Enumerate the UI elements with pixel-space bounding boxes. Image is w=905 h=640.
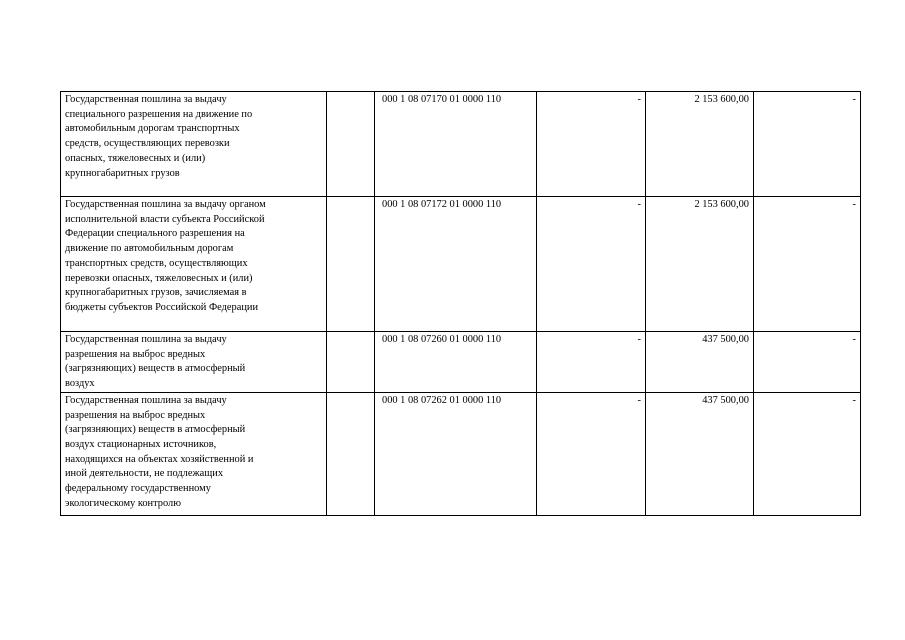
row-amount-cell: 2 153 600,00 [646, 197, 754, 332]
row-amount-cell: 2 153 600,00 [646, 92, 754, 197]
row-value-cell: - [537, 392, 646, 515]
row-code-cell: 000 1 08 07262 01 0000 110 [375, 392, 537, 515]
row-value-cell: - [537, 197, 646, 332]
row-code-cell: 000 1 08 07260 01 0000 110 [375, 332, 537, 393]
row-code-cell: 000 1 08 07172 01 0000 110 [375, 197, 537, 332]
table-row [61, 197, 861, 332]
row-value-cell: - [754, 392, 861, 515]
row-name-cell: Государственная пошлина за выдачу специального разрешения на движение по автомобильным дорогам транспортных средств, осуществляющих перевозки опасных, тяжеловесных и (или) крупногабаритных грузов [61, 92, 327, 197]
row-value-cell: - [754, 332, 861, 393]
row-empty-cell [327, 92, 375, 197]
table-row [61, 332, 861, 393]
revenue-table [60, 91, 861, 516]
row-code-cell: 000 1 08 07170 01 0000 110 [375, 92, 537, 197]
row-empty-cell [327, 392, 375, 515]
row-name-cell: Государственная пошлина за выдачу разрешения на выброс вредных (загрязняющих) веществ в атмосферный воздух [61, 332, 327, 393]
row-name-cell: Государственная пошлина за выдачу органом исполнительной власти субъекта Российской Федерации специального разрешения на движение по автомобильным дорогам транспортных средств, осуществляющих перевозки опасных, тяжеловесных и (или) крупногабаритных грузов, зачисляемая в бюджеты субъектов Российской Федерации [61, 197, 327, 332]
row-value-cell: - [537, 332, 646, 393]
table-row [61, 392, 861, 515]
row-value-cell: - [537, 92, 646, 197]
row-value-cell: - [754, 92, 861, 197]
row-name-cell: Государственная пошлина за выдачу разрешения на выброс вредных (загрязняющих) веществ в атмосферный воздух стационарных источников, находящихся на объектах хозяйственной и иной деятельности, не подлежащих федеральному государственному экологическому контролю [61, 392, 327, 515]
row-amount-cell: 437 500,00 [646, 392, 754, 515]
row-empty-cell [327, 332, 375, 393]
row-value-cell: - [754, 197, 861, 332]
row-empty-cell [327, 197, 375, 332]
row-amount-cell: 437 500,00 [646, 332, 754, 393]
table-row [61, 92, 861, 197]
